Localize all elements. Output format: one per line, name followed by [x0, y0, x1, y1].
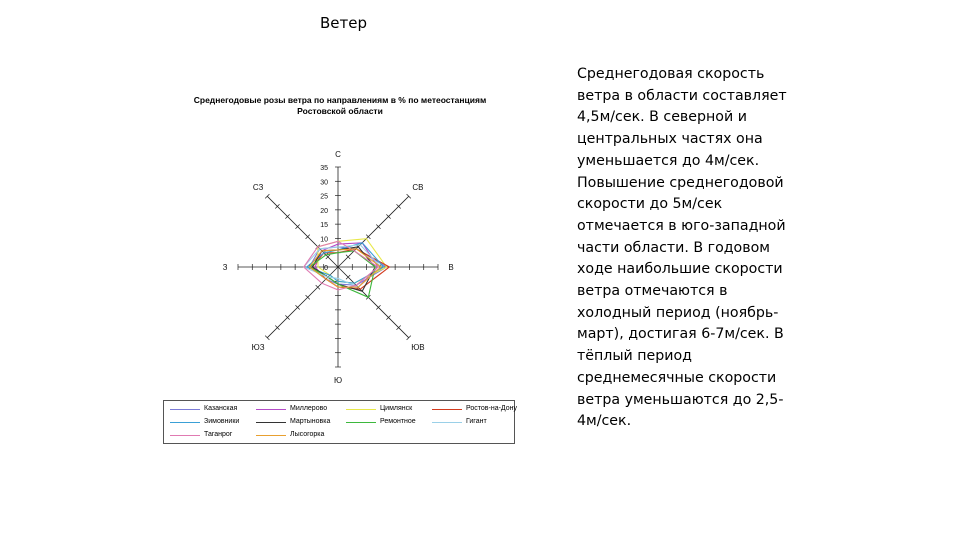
radial-tick-label: 35 — [320, 165, 328, 172]
legend-swatch — [256, 422, 286, 423]
direction-label: Ю — [333, 376, 343, 385]
direction-label: З — [222, 263, 228, 272]
axis-line — [338, 267, 409, 338]
direction-label: С — [335, 150, 341, 159]
direction-label: ЮВ — [411, 342, 425, 352]
radial-tick-label: 5 — [324, 250, 328, 258]
legend-label: Ростов-на-Дону — [466, 405, 517, 412]
legend-label: Ремонтное — [380, 418, 416, 425]
legend-label: Казанская — [204, 405, 238, 412]
legend-swatch — [432, 409, 462, 410]
body-text: Среднегодовая скорость ветра в области составляет 4,5м/сек. В северной и центральных частях она уменьшается до 4м/сек. Повышение среднегодовой скорости до 5м/сек отмечается в юго-западной части области. В годовом ходе наибольшие скорости ветра отмечаются в холодный период (ноябрь-март), достигая 6-7м/сек. В тёплый период среднемесячные скорости ветра уменьшаются до 2,5-4м/сек. — [577, 66, 787, 430]
legend-swatch — [432, 422, 462, 423]
legend-swatch — [346, 409, 376, 410]
radial-tick-label: 10 — [320, 236, 328, 244]
radial-tick-label: 30 — [320, 179, 328, 187]
direction-label: СВ — [412, 183, 424, 193]
radial-tick-label: 0 — [324, 265, 328, 272]
chart-legend — [163, 400, 515, 444]
radar-chart — [150, 135, 510, 395]
legend-label: Таганрог — [204, 431, 233, 438]
legend-label: Миллерово — [290, 405, 328, 412]
direction-label: ЮЗ — [251, 342, 265, 352]
legend-label: Мартыновка — [290, 418, 331, 425]
axis-line — [267, 267, 338, 338]
legend-swatch — [170, 435, 200, 436]
chart-title: Среднегодовые розы ветра по направлениям в % по метеостанциям Ростовской области — [193, 95, 487, 116]
legend-swatch — [170, 422, 200, 423]
legend-swatch — [256, 435, 286, 436]
direction-label: В — [448, 263, 454, 272]
axis-line — [338, 196, 409, 267]
radial-tick-label: 25 — [320, 193, 328, 201]
legend-label: Лысогорка — [290, 431, 325, 438]
radial-tick-label: 20 — [320, 207, 328, 215]
legend-label: Гигант — [466, 418, 487, 425]
direction-label: СЗ — [252, 183, 264, 193]
radial-tick-label: 15 — [320, 222, 328, 230]
legend-label: Зимовники — [204, 418, 240, 425]
legend-swatch — [346, 422, 376, 423]
legend-label: Цимлянск — [380, 405, 413, 412]
legend-swatch — [170, 409, 200, 410]
slide-title: Ветер — [320, 14, 368, 32]
legend-swatch — [256, 409, 286, 410]
